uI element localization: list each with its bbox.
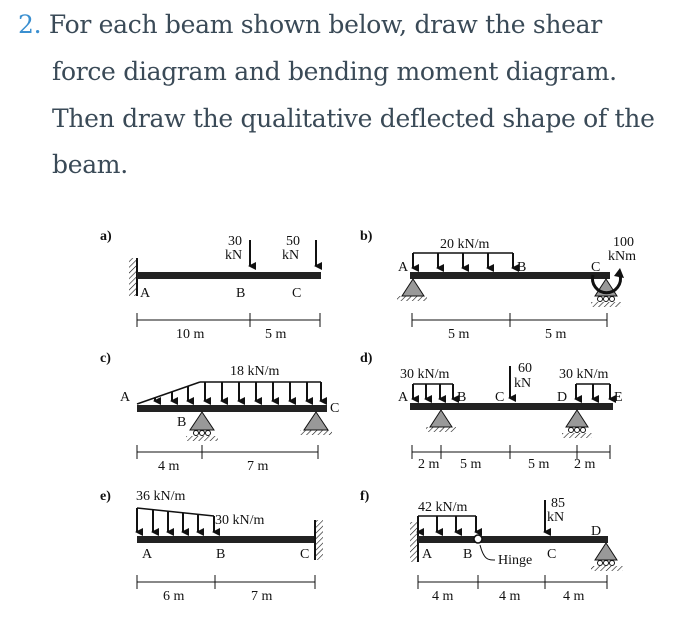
beam-c-dim-2: 7 m: [247, 459, 269, 474]
beam-b-pin-support: [402, 279, 424, 296]
beam-b-moment-unit: kNm: [608, 249, 636, 264]
question-line-3: Then draw the qualitative deflected shape of the: [52, 104, 655, 133]
beam-f-dim-3: 4 m: [563, 589, 585, 604]
beam-b-point-B: B: [517, 260, 527, 275]
beam-d-point-A: A: [398, 390, 409, 405]
beam-f-point-C: C: [547, 547, 557, 562]
beam-d-dim-3: 5 m: [528, 457, 550, 472]
beam-a-wall: [129, 258, 137, 296]
beam-d-point-D: D: [557, 390, 568, 405]
beam-d-udl-1-label: 30 kN/m: [400, 367, 450, 382]
beam-d-point-C: C: [495, 390, 505, 405]
beam-a-load-1-value: 30: [228, 234, 242, 249]
beam-b-dim-1: 5 m: [448, 327, 470, 342]
beam-f-point-load-unit: kN: [547, 510, 565, 525]
beam-e-wall: [315, 520, 323, 560]
beam-b-label: b): [360, 229, 373, 244]
beam-c-label: c): [100, 351, 111, 366]
question-text-1: For each beam shown below, draw the shear: [48, 10, 602, 39]
beam-d-dim-2: 5 m: [460, 457, 482, 472]
beam-d-point-B: B: [457, 390, 467, 405]
beam-e-point-C: C: [300, 547, 310, 562]
beam-b: [360, 229, 636, 342]
beam-c-point-C: C: [330, 401, 340, 416]
beam-f-roller-support: [595, 543, 617, 560]
beam-f-beam: [418, 536, 608, 543]
question-line-2: force diagram and bending moment diagram.: [52, 57, 617, 86]
beam-b-moment-value: 100: [613, 235, 634, 250]
beam-c-beam: [137, 405, 327, 412]
beam-f-udl-label: 42 kN/m: [418, 500, 468, 515]
beam-f-point-A: A: [422, 547, 433, 562]
beam-a: [100, 229, 321, 342]
beam-c-point-B: B: [177, 415, 187, 430]
beam-e-point-A: A: [142, 547, 153, 562]
beam-e-label: e): [100, 489, 111, 504]
beam-c-dim-1: 4 m: [158, 459, 180, 474]
beam-c-roller-support: [190, 412, 214, 430]
beam-d-udl-2-label: 30 kN/m: [559, 367, 609, 382]
beam-e-dim-1: 6 m: [163, 589, 185, 604]
beam-e-udl-2-label: 30 kN/m: [215, 513, 265, 528]
beam-d-point-load-unit: kN: [514, 376, 532, 391]
beam-e-udl-1-label: 36 kN/m: [136, 489, 186, 504]
beam-e-point-B: B: [216, 547, 226, 562]
beam-f: [360, 489, 623, 604]
beam-e: [100, 489, 323, 604]
beam-f-dim-2: 4 m: [499, 589, 521, 604]
beam-a-point-C: C: [292, 286, 302, 301]
beam-d-label: d): [360, 351, 373, 366]
beam-d-beam: [410, 403, 613, 410]
beam-d: [360, 351, 623, 472]
beam-b-beam: [410, 272, 610, 279]
beam-b-udl-label: 20 kN/m: [440, 237, 490, 252]
beam-d-roller-support: [566, 410, 588, 427]
beam-f-point-D: D: [591, 524, 602, 539]
beam-a-point-A: A: [140, 286, 151, 301]
beam-e-beam: [137, 536, 315, 543]
beam-f-hinge: [474, 535, 482, 543]
beam-b-dim-2: 5 m: [545, 327, 567, 342]
beam-c-point-A: A: [120, 390, 131, 405]
beam-f-wall: [410, 522, 418, 562]
beam-f-label: f): [360, 489, 370, 504]
question-line-4: beam.: [52, 150, 128, 179]
beam-c: [100, 351, 339, 474]
beam-a-load-2-value: 50: [286, 234, 300, 249]
beam-f-point-B: B: [463, 547, 473, 562]
beam-a-beam: [137, 272, 321, 279]
beam-c-udl-label: 18 kN/m: [230, 364, 280, 379]
beam-a-point-B: B: [236, 286, 246, 301]
beam-a-label: a): [100, 229, 112, 244]
beam-d-dim-4: 2 m: [574, 457, 596, 472]
beam-d-point-load-value: 60: [518, 361, 532, 376]
beam-d-dim-1: 2 m: [418, 457, 440, 472]
beam-a-dim-1: 10 m: [176, 327, 205, 342]
beam-e-dim-2: 7 m: [251, 589, 273, 604]
beam-d-pin-support: [430, 410, 452, 427]
beam-b-point-C: C: [591, 260, 601, 275]
beam-a-load-2-unit: kN: [282, 248, 300, 263]
beam-a-dim-2: 5 m: [265, 327, 287, 342]
beam-c-pin-support: [304, 412, 328, 430]
beam-f-point-load-value: 85: [551, 496, 565, 511]
beam-b-point-A: A: [398, 260, 409, 275]
question-number: 2.: [18, 10, 42, 39]
beam-d-point-E: E: [614, 390, 623, 405]
beam-f-dim-1: 4 m: [432, 589, 454, 604]
beam-a-load-1-unit: kN: [225, 248, 243, 263]
beam-f-hinge-label: Hinge: [498, 553, 533, 568]
